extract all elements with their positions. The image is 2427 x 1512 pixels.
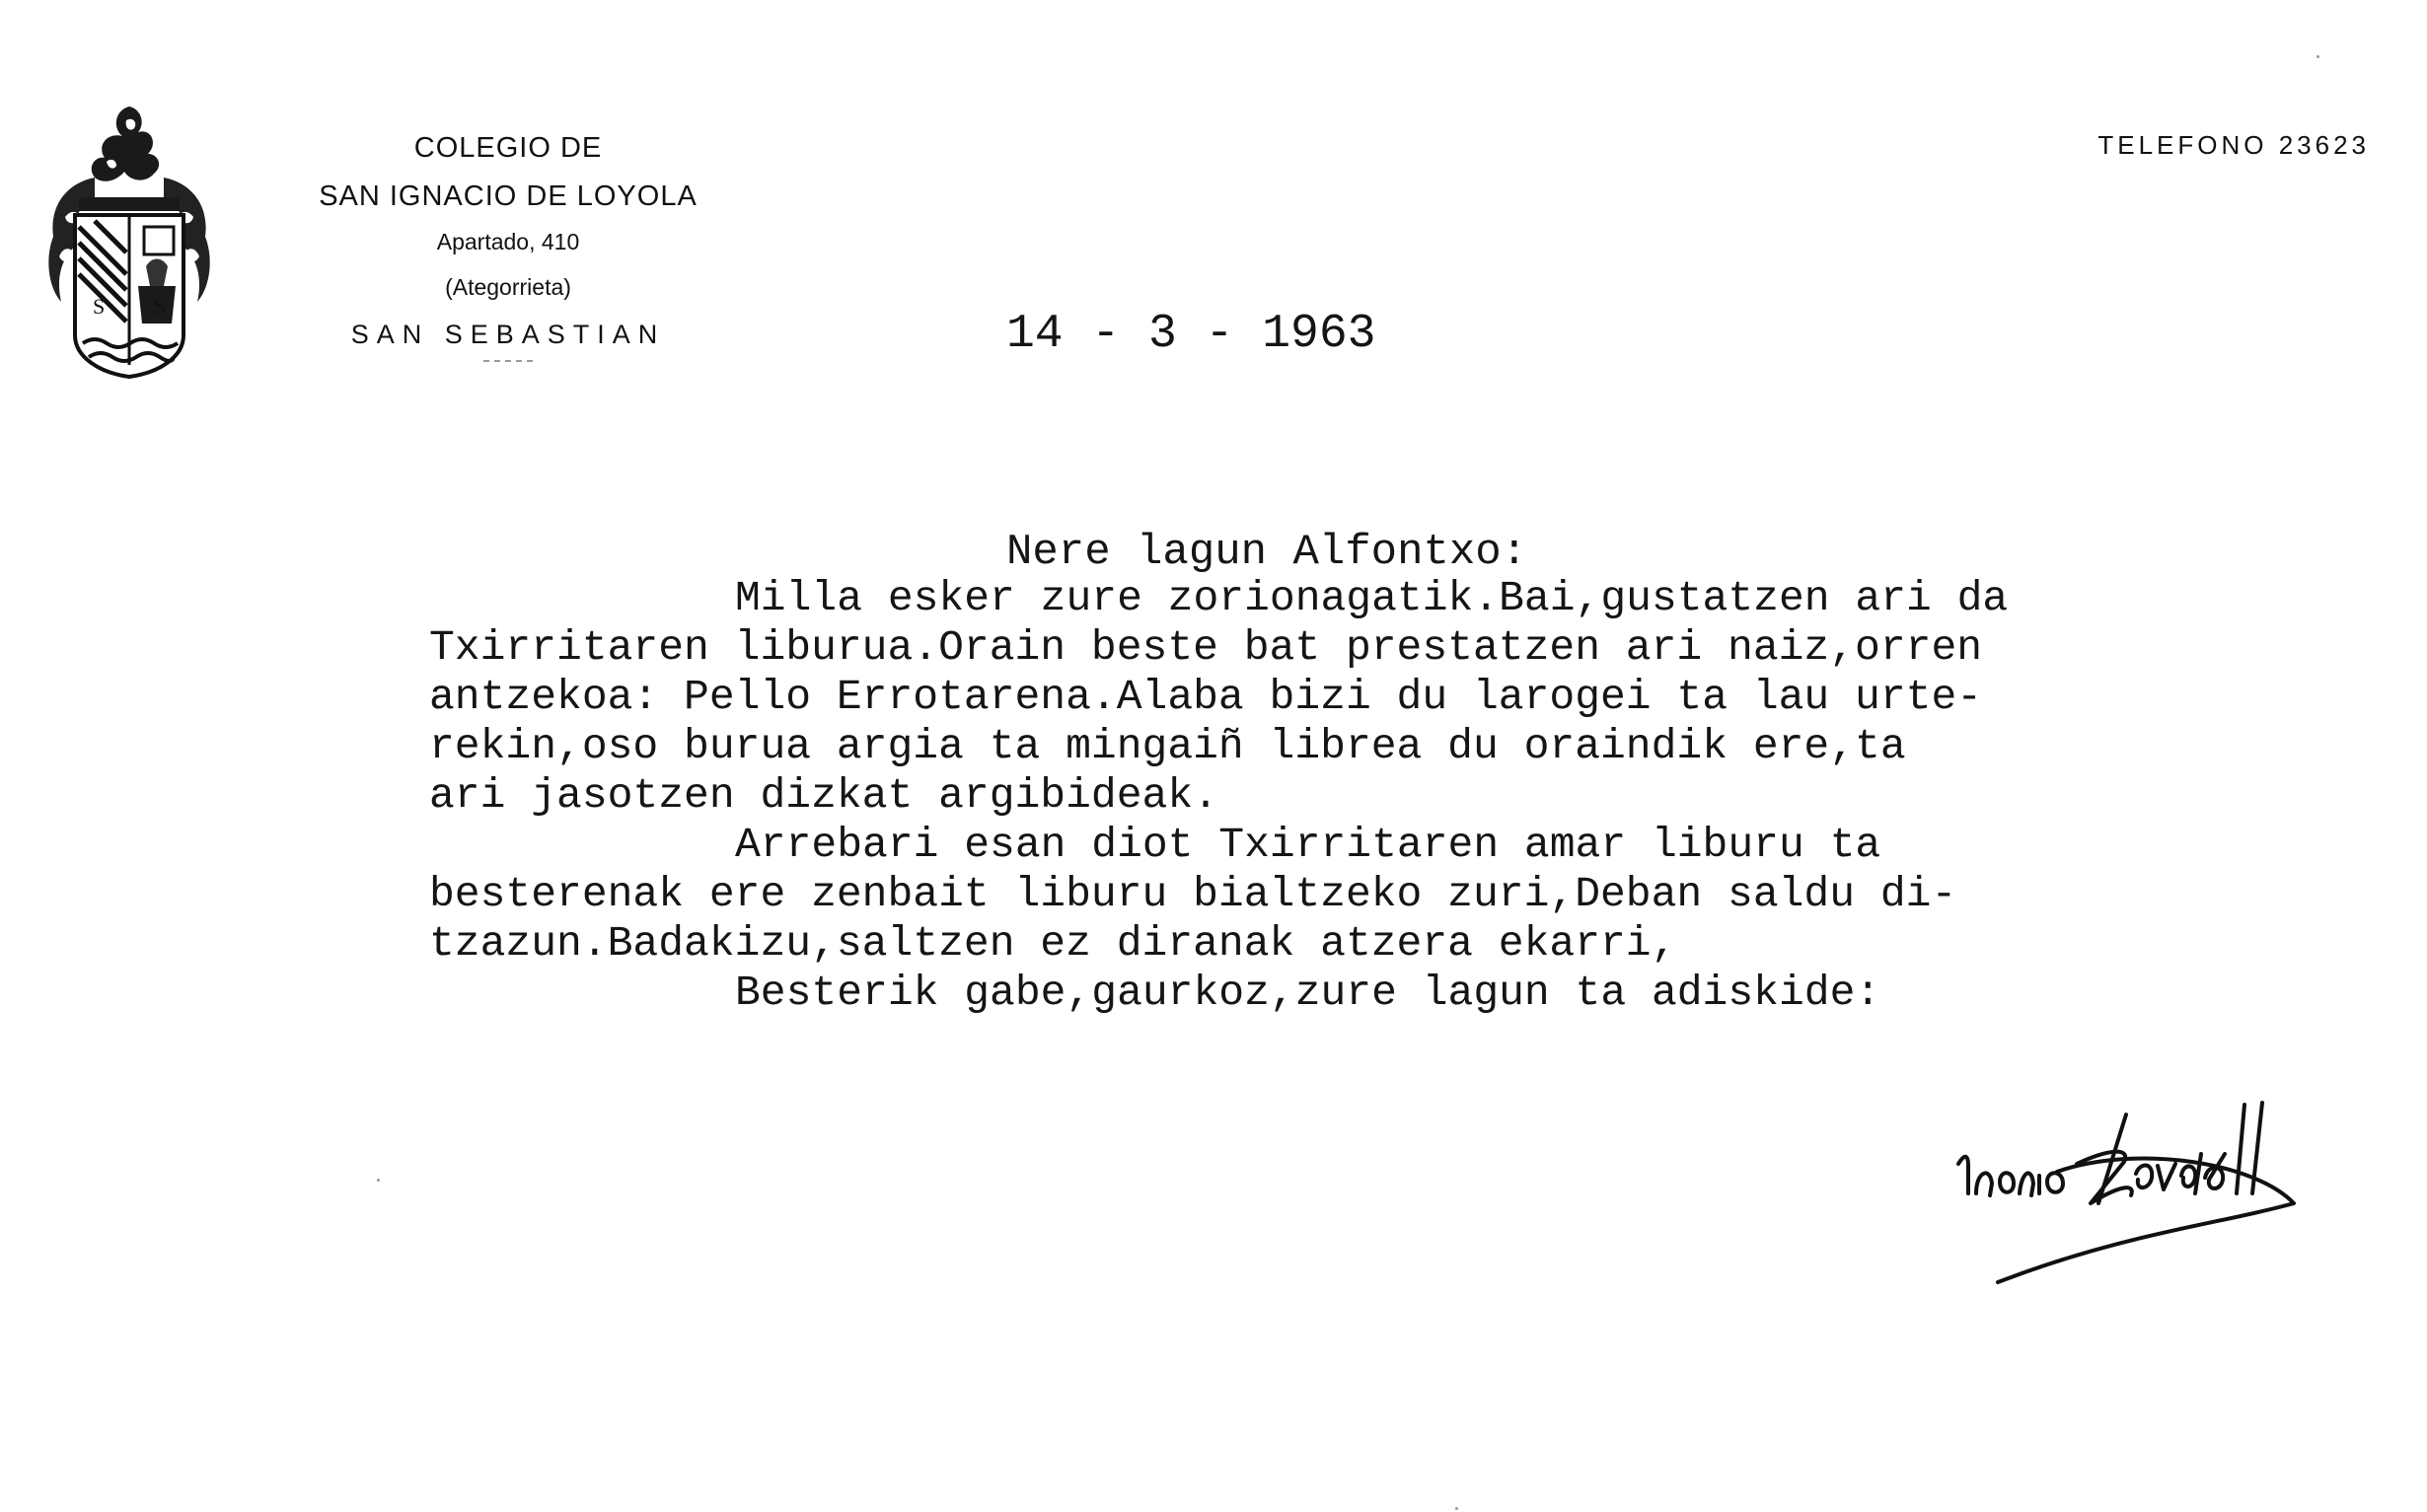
body-line: Besterik gabe,gaurkoz,zure lagun ta adiskide:: [735, 969, 1881, 1017]
letter-date: 14 - 3 - 1963: [1006, 308, 1376, 361]
po-box: Apartado, 410: [436, 229, 580, 254]
institution-line-2: SAN IGNACIO DE LOYOLA: [319, 180, 698, 212]
scan-speck: [2317, 55, 2319, 58]
letter-body: [429, 574, 2304, 1018]
body-line: Txirritaren liburua.Orain beste bat prestatzen ari naiz,orren: [429, 623, 1983, 672]
institution-line-1: COLEGIO DE: [413, 132, 603, 164]
telephone: TELEFONO 23623: [2097, 130, 2370, 160]
scan-speck: [377, 1179, 380, 1182]
body-line: antzekoa: Pello Errotarena.Alaba bizi du larogei ta lau urte-: [429, 673, 1983, 721]
crest-logo: [36, 99, 223, 390]
divider: [483, 360, 533, 362]
body-line: besterenak ere zenbait liburu bialtzeko zuri,Deban saldu di-: [429, 870, 1957, 918]
svg-text:S: S: [154, 294, 167, 319]
body-line: rekin,oso burua argia ta mingaiñ librea du oraindik ere,ta: [429, 722, 1906, 770]
svg-text:S: S: [93, 294, 106, 319]
body-line: ari jasotzen dizkat argibideak.: [429, 771, 1218, 820]
body-line: Arrebari esan diot Txirritaren amar liburu ta: [735, 821, 1881, 869]
body-line: Milla esker zure zorionagatik.Bai,gustatzen ari da: [735, 574, 2009, 622]
city: SAN SEBASTIAN: [350, 320, 666, 349]
handwritten-signature: [1929, 1055, 2343, 1292]
district: (Ategorrieta): [445, 274, 571, 300]
salutation: Nere lagun Alfontxo:: [1006, 528, 1528, 577]
body-line: tzazun.Badakizu,saltzen ez diranak atzera ekarri,: [429, 919, 1677, 968]
letterhead: [257, 134, 760, 362]
scan-speck: [1455, 1507, 1458, 1510]
